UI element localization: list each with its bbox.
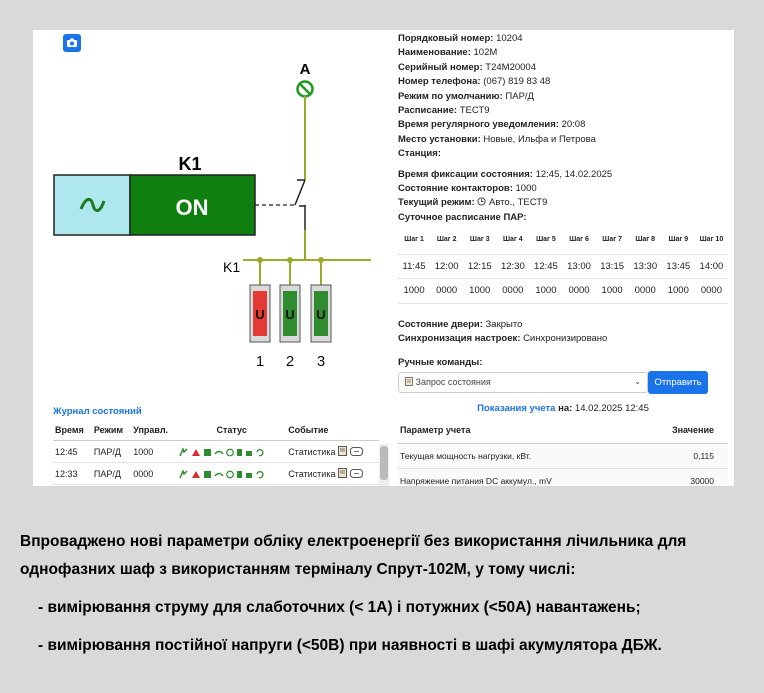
document-icon (405, 377, 413, 386)
table-row (398, 443, 728, 468)
fuse-symbol: U (285, 307, 295, 322)
schedule-time: 14:00 (695, 254, 728, 278)
schedule-step-header: Шаг 1 (398, 227, 430, 254)
sync-row: Синхронизация настроек: Синхронизировано (398, 332, 608, 344)
schedule-state: 0000 (562, 279, 595, 303)
schedule-time: 13:00 (562, 254, 595, 278)
schedule-time: 12:00 (430, 254, 463, 278)
schedule-state: 0000 (695, 279, 728, 303)
device-row: Номер телефона: (067) 819 83 48 (398, 76, 551, 88)
journal-event: Статистика (286, 441, 379, 463)
reading-param: Текущая мощность нагрузки, кВт. (398, 443, 646, 468)
journal-status (177, 463, 286, 485)
electrical-diagram (33, 30, 373, 405)
schedule-state: 0000 (496, 279, 529, 303)
reading-value: 30000 (646, 468, 728, 486)
caption-line-1: Впроваджено нові параметри обліку електроенергії без використання лічильника для (20, 533, 687, 550)
schedule-state: 0000 (629, 279, 662, 303)
info-panel (398, 32, 728, 486)
table-row[interactable] (53, 463, 379, 485)
send-button[interactable]: Отправить (648, 371, 708, 394)
schedule-state: 1000 (662, 279, 695, 303)
schedule-time: 13:45 (662, 254, 695, 278)
journal-status (177, 441, 286, 463)
readings-link[interactable]: Показания учета (477, 402, 556, 414)
journal-col: Время (53, 420, 92, 441)
command-select[interactable] (398, 372, 648, 393)
caption-line-2: однофазних шаф з використанням терміналу Спрут-102М, у тому числі: (20, 561, 576, 578)
door-row: Состояние двери: Закрыто (398, 318, 523, 330)
journal (53, 406, 379, 485)
schedule-step-header: Шаг 4 (496, 227, 529, 254)
caption-bullet-2: - вимірювання постійної напруги (<50В) при наявності в шафі акумулятора ДБЖ. (38, 637, 662, 654)
journal-control: 0000 (131, 463, 177, 485)
switch-a-icon[interactable] (298, 82, 313, 97)
schedule-step-header: Шаг 2 (430, 227, 463, 254)
schedule-time: 12:45 (529, 254, 562, 278)
schedule-step-header: Шаг 3 (463, 227, 496, 254)
device-row: Время регулярного уведомления: 20:08 (398, 119, 586, 131)
schedule-table (398, 227, 728, 303)
clock-icon (477, 197, 486, 206)
fuse-symbol: U (316, 307, 326, 322)
schedule-state: 0000 (430, 279, 463, 303)
schedule-step-header: Шаг 6 (562, 227, 595, 254)
fuse-1[interactable] (250, 257, 270, 370)
schedule-title: Суточное расписание ПАР: (398, 211, 527, 223)
journal-col: Статус (177, 420, 286, 441)
fuse-symbol: U (255, 307, 265, 322)
message-icon[interactable] (350, 447, 363, 456)
fuse-number: 1 (255, 353, 265, 370)
device-row: Место установки: Новые, Ильфа и Петрова (398, 133, 596, 145)
schedule-step-header: Шаг 8 (629, 227, 662, 254)
contactor-state: ON (175, 195, 209, 220)
journal-table (53, 420, 379, 485)
message-icon[interactable] (350, 469, 363, 478)
device-panel (33, 30, 734, 486)
schedule-step-header: Шаг 9 (662, 227, 695, 254)
status-time-row: Время фиксации состояния: 12:45, 14.02.2025 (398, 168, 613, 180)
schedule-time: 12:15 (463, 254, 496, 278)
schedule-time: 13:15 (596, 254, 629, 278)
document-icon[interactable] (338, 468, 347, 478)
status-icons (179, 470, 267, 479)
journal-mode: ПАР/Д (92, 441, 131, 463)
contactor-name: K1 (178, 154, 202, 174)
device-row: Режим по умолчанию: ПАР/Д (398, 90, 534, 102)
schedule-step-header: Шаг 7 (596, 227, 629, 254)
journal-mode: ПАР/Д (92, 463, 131, 485)
journal-col: Режим (92, 420, 131, 441)
contactor-contact (295, 180, 305, 205)
fuse-number: 3 (316, 353, 326, 370)
contactor-status-row: Состояние контакторов: 1000 (398, 183, 537, 195)
col-value: Значение (646, 418, 728, 443)
reading-param: Напряжение питания DC аккумул., mV (398, 468, 646, 486)
current-mode-row: Текущий режим: Авто., ТЕСТ9 (398, 197, 548, 209)
schedule-state: 1000 (596, 279, 629, 303)
device-info (398, 32, 728, 162)
fuse-2[interactable] (280, 257, 300, 370)
readings-title: Показания учета на: 14.02.2025 12:45 (477, 402, 649, 414)
command-select-value: Запрос состояния (415, 377, 491, 388)
schedule-step-header: Шаг 5 (529, 227, 562, 254)
table-row[interactable] (53, 441, 379, 463)
caption-bullet-1: - вимірювання струму для слаботочних (< 1А) і потужних (<50А) навантажень; (38, 599, 641, 616)
device-row: Наименование: 102M (398, 47, 498, 59)
schedule-time: 11:45 (398, 254, 430, 278)
schedule-state: 1000 (398, 279, 430, 303)
chevron-down-icon: ⌄ (634, 377, 641, 387)
document-icon[interactable] (338, 446, 347, 456)
table-row (398, 468, 728, 486)
device-row: Расписание: ТЕСТ9 (398, 105, 490, 117)
schedule-state: 1000 (529, 279, 562, 303)
manual-commands-label: Ручные команды: (398, 357, 483, 369)
caption (20, 528, 740, 660)
journal-title[interactable]: Журнал состояний (53, 406, 142, 417)
readings-table (398, 418, 728, 486)
journal-col: Управл. (131, 420, 177, 441)
schedule-state: 1000 (463, 279, 496, 303)
fuse-3[interactable] (311, 257, 331, 370)
journal-scrollbar[interactable] (379, 444, 389, 486)
schedule-time: 12:30 (496, 254, 529, 278)
reading-value: 0,115 (646, 443, 728, 468)
device-row: Станция: (398, 148, 441, 160)
journal-col: Событие (286, 420, 379, 441)
schedule-time: 13:30 (629, 254, 662, 278)
col-param: Параметр учета (398, 418, 646, 443)
journal-time: 12:45 (53, 441, 92, 463)
switch-label: A (299, 61, 311, 78)
journal-control: 1000 (131, 441, 177, 463)
fuse-number: 2 (285, 353, 295, 370)
fuses-group (250, 257, 331, 370)
bus-label: K1 (223, 259, 241, 275)
journal-time: 12:33 (53, 463, 92, 485)
device-row: Порядковый номер: 10204 (398, 33, 523, 44)
journal-event: Статистика (286, 463, 379, 485)
device-row: Серийный номер: Т24М20004 (398, 61, 536, 73)
schedule-step-header: Шаг 10 (695, 227, 728, 254)
status-icons (179, 448, 267, 457)
